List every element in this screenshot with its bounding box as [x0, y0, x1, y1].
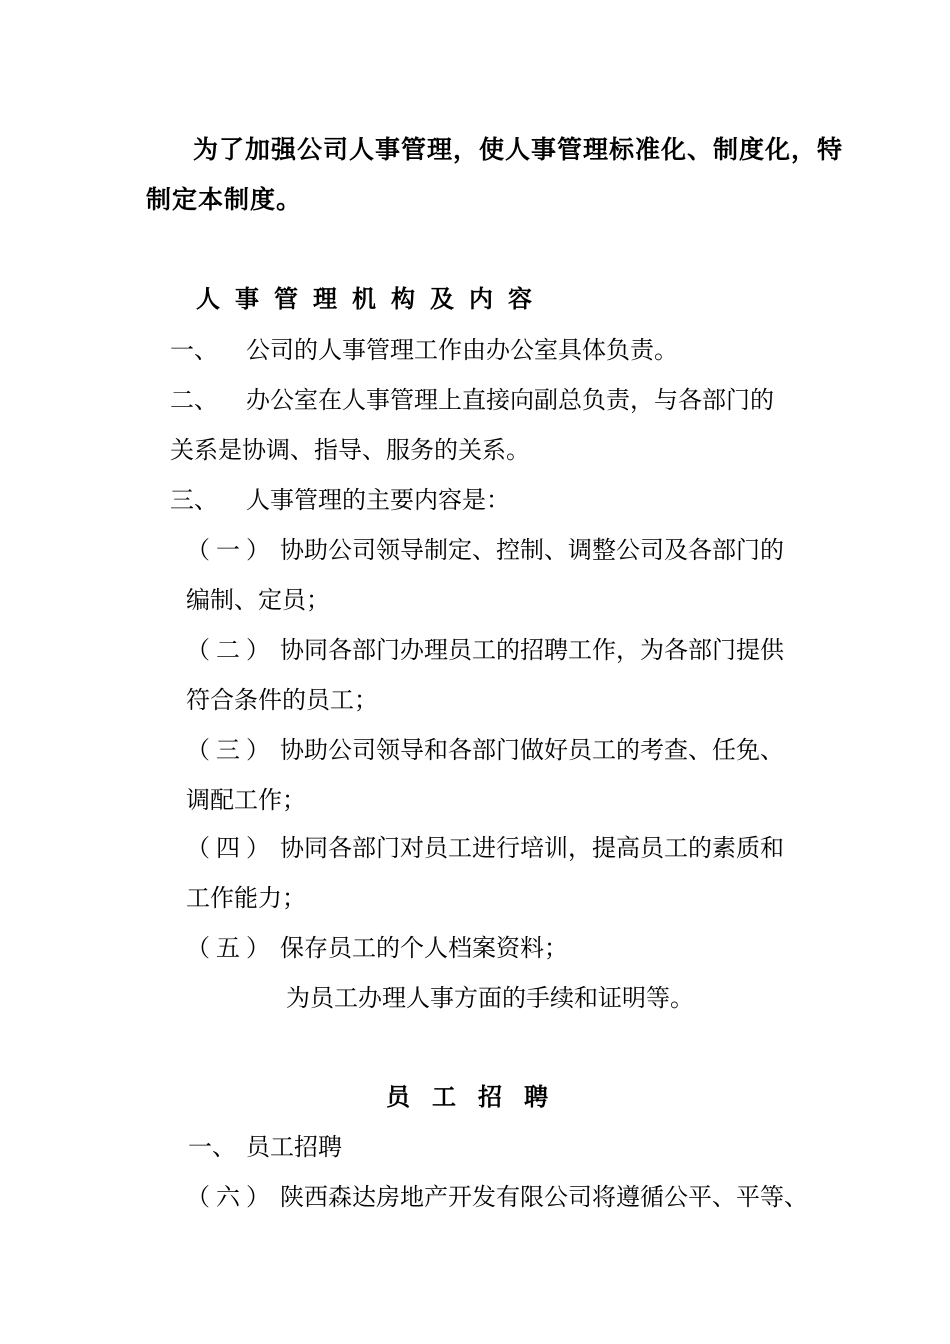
sub-item-number: （六） [186, 1183, 276, 1211]
intro-line-2: 制定本制度。 [146, 185, 303, 214]
sub-item-number: （二） [186, 636, 276, 664]
sub-item-number: （三） [186, 736, 276, 764]
sub-item-number: （五） [186, 934, 276, 962]
sub-item-text: 协同各部门对员工进行培训，提高员工的素质和 [280, 834, 784, 862]
sub-item-text: 协助公司领导制定、控制、调整公司及各部门的 [280, 536, 784, 564]
section-heading-recruitment: 员工招聘 [386, 1082, 570, 1111]
list-item [170, 334, 218, 366]
item-number: 三、 [170, 486, 218, 514]
list-item-number: 一、 [188, 1133, 236, 1161]
sub-item-continuation: 工作能力； [186, 884, 306, 912]
sub-item-continuation: 调配工作； [186, 786, 306, 814]
section-heading-personnel: 人事管理机构及内容 [196, 284, 547, 313]
list-item [170, 384, 218, 416]
item-number: 二、 [170, 386, 218, 414]
sub-item-text: 保存员工的个人档案资料； [280, 934, 568, 962]
list-item-text: 员工招聘 [246, 1133, 342, 1161]
sub-item-text: 陕西森达房地产开发有限公司将遵循公平、平等、 [280, 1183, 808, 1211]
list-item-text: 公司的人事管理工作由办公室具体负责。 [246, 336, 678, 364]
sub-item-continuation: 符合条件的员工； [186, 686, 378, 714]
list-item-text: 人事管理的主要内容是： [246, 486, 510, 514]
sub-item-continuation: 编制、定员； [186, 586, 330, 614]
extra-line: 为员工办理人事方面的手续和证明等。 [286, 984, 694, 1012]
sub-item-number: （一） [186, 536, 276, 564]
list-item [170, 484, 218, 516]
intro-line-1: 为了加强公司人事管理，使人事管理标准化、制度化，特 [193, 135, 844, 164]
item-number: 一、 [170, 336, 218, 364]
list-item-continuation: 关系是协调、指导、服务的关系。 [170, 436, 530, 464]
sub-item-text: 协同各部门办理员工的招聘工作，为各部门提供 [280, 636, 784, 664]
list-item-text: 办公室在人事管理上直接向副总负责，与各部门的 [246, 386, 774, 414]
sub-item-number: （四） [186, 834, 276, 862]
sub-item-text: 协助公司领导和各部门做好员工的考查、任免、 [280, 736, 784, 764]
